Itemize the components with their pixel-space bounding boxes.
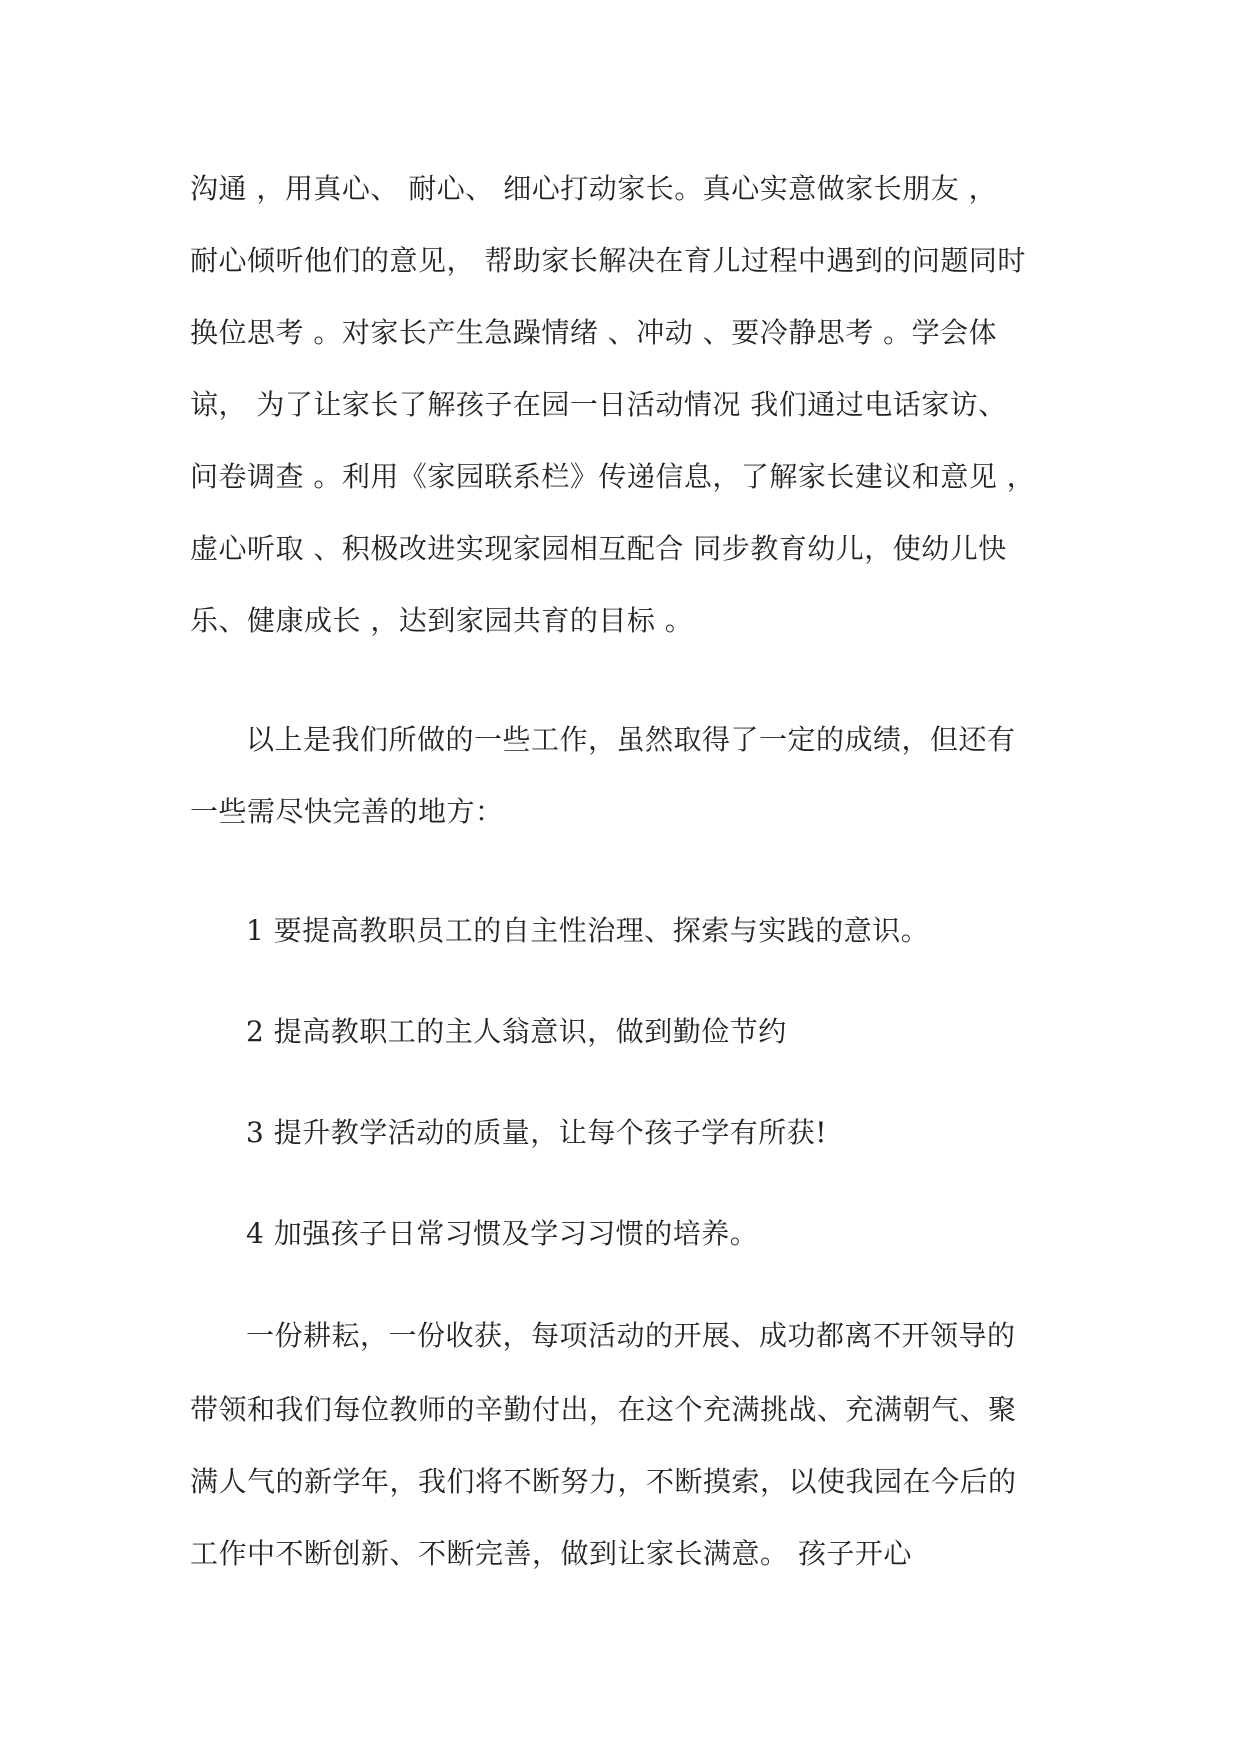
paragraph-3-line-2: 带领和我们每位教师的辛勤付出，在这个充满挑战、充满朝气、聚: [190, 1393, 1017, 1426]
list-item-3: 3 提升教学活动的质量，让每个孩子学有所获!: [246, 1116, 827, 1149]
list-item-2: 2 提高教职工的主人翁意识，做到勤俭节约: [246, 1015, 787, 1048]
paragraph-3-line-4: 工作中不断创新、不断完善，做到让家长满意。 孩子开心: [190, 1537, 912, 1570]
paragraph-1-line-2: 耐心倾听他们的意见， 帮助家长解决在育儿过程中遇到的问题同时: [190, 244, 1026, 277]
paragraph-2-line-2: 一些需尽快完善的地方：: [190, 795, 504, 828]
list-item-1: 1 要提高教职员工的自主性治理、探索与实践的意识。: [246, 914, 930, 947]
paragraph-1-line-6: 虚心听取 、积极改进实现家园相互配合 同步教育幼儿，使幼儿快: [190, 532, 1007, 565]
paragraph-1-line-4: 谅， 为了让家长了解孩子在园一日活动情况 我们通过电话家访、: [190, 388, 1007, 421]
paragraph-1-line-7: 乐、健康成长 ，达到家园共育的目标 。: [190, 604, 694, 637]
paragraph-3-line-3: 满人气的新学年，我们将不断努力，不断摸索，以使我园在今后的: [190, 1465, 1017, 1498]
paragraph-1-line-1: 沟通 ，用真心、 耐心、 细心打动家长。真心实意做家长朋友 ，: [190, 172, 998, 205]
paragraph-1-line-3: 换位思考 。对家长产生急躁情绪 、冲动 、要冷静思考 。学会体: [190, 316, 998, 349]
list-item-4: 4 加强孩子日常习惯及学习习惯的培养。: [246, 1217, 759, 1250]
paragraph-1-line-5: 问卷调查 。利用《家园联系栏》传递信息，了解家长建议和意见 ，: [190, 460, 1036, 493]
paragraph-3-line-1: 一份耕耘，一份收获，每项活动的开展、成功都离不开领导的: [246, 1319, 1016, 1352]
paragraph-2-line-1: 以上是我们所做的一些工作，虽然取得了一定的成绩，但还有: [246, 723, 1016, 756]
